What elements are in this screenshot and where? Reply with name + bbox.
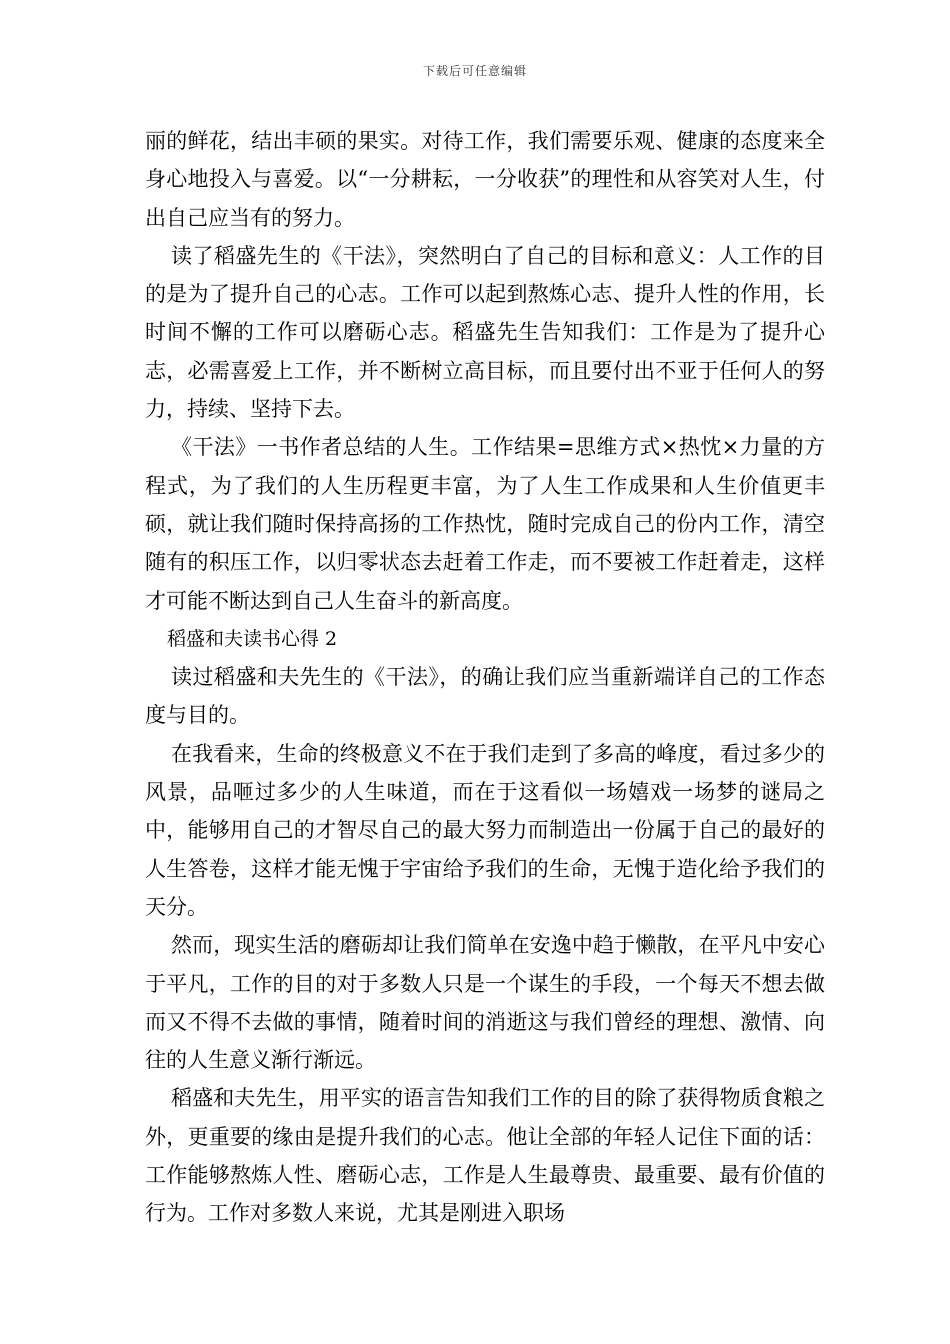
paragraph-6: 然而，现实生活的磨砺却让我们简单在安逸中趋于懒散，在平凡中安心于平凡，工作的目的对于多数人只是一个谋生的手段，一个每天不想去做而又不得不去做的事情，随着时间的消逝这与我们曾经的理想、激情、向往的人生意义渐行渐远。 (145, 933, 825, 1073)
paragraph-1: 丽的鲜花，结出丰硕的果实。对待工作，我们需要乐观、健康的态度来全身心地投入与喜爱。以“一分耕耘，一分收获”的理性和从容笑对人生，付出自己应当有的努力。 (145, 129, 825, 230)
paragraph-3: 《干法》一书作者总结的人生。工作结果=思维方式×热忱×力量的方程式，为了我们的人生历程更丰富，为了人生工作成果和人生价值更丰硕，就让我们随时保持高扬的工作热忱，随时完成自己的份内工作，清空随有的积压工作，以归零状态去赶着工作走，而不要被工作赶着走，这样才可能不断达到自己人生奋斗的新高度。 (145, 435, 825, 613)
section-heading: 稻盛和夫读书心得 2 (167, 627, 338, 650)
page-header: 下载后可任意编辑 (422, 64, 527, 78)
paragraph-2: 读了稻盛先生的《干法》，突然明白了自己的目标和意义：人工作的目的是为了提升自己的心志。工作可以起到熬炼心志、提升人性的作用，长时间不懈的工作可以磨砺心志。稻盛先生告知我们：工作是为了提升心志，必需喜爱上工作，并不断树立高目标，而且要付出不亚于任何人的努力，持续、坚持下去。 (145, 243, 825, 422)
paragraph-7: 稻盛和夫先生，用平实的语言告知我们工作的目的除了获得物质食粮之外，更重要的缘由是提升我们的心志。他让全部的年轻人记住下面的话：工作能够熬炼人性、磨砺心志，工作是人生最尊贵、最重要、最有价值的行为。工作对多数人来说，尤其是刚进入职场 (145, 1086, 825, 1226)
paragraph-5: 在我看来，生命的终极意义不在于我们走到了多高的峰度，看过多少的风景，品咂过多少的人生味道，而在于这看似一场嬉戏一场梦的谜局之中，能够用自己的才智尽自己的最大努力而制造出一份属于自己的最好的人生答卷，这样才能无愧于宇宙给予我们的生命，无愧于造化给予我们的天分。 (145, 741, 825, 919)
paragraph-4: 读过稻盛和夫先生的《干法》，的确让我们应当重新端详自己的工作态度与目的。 (145, 665, 825, 728)
document-body (145, 122, 825, 1233)
